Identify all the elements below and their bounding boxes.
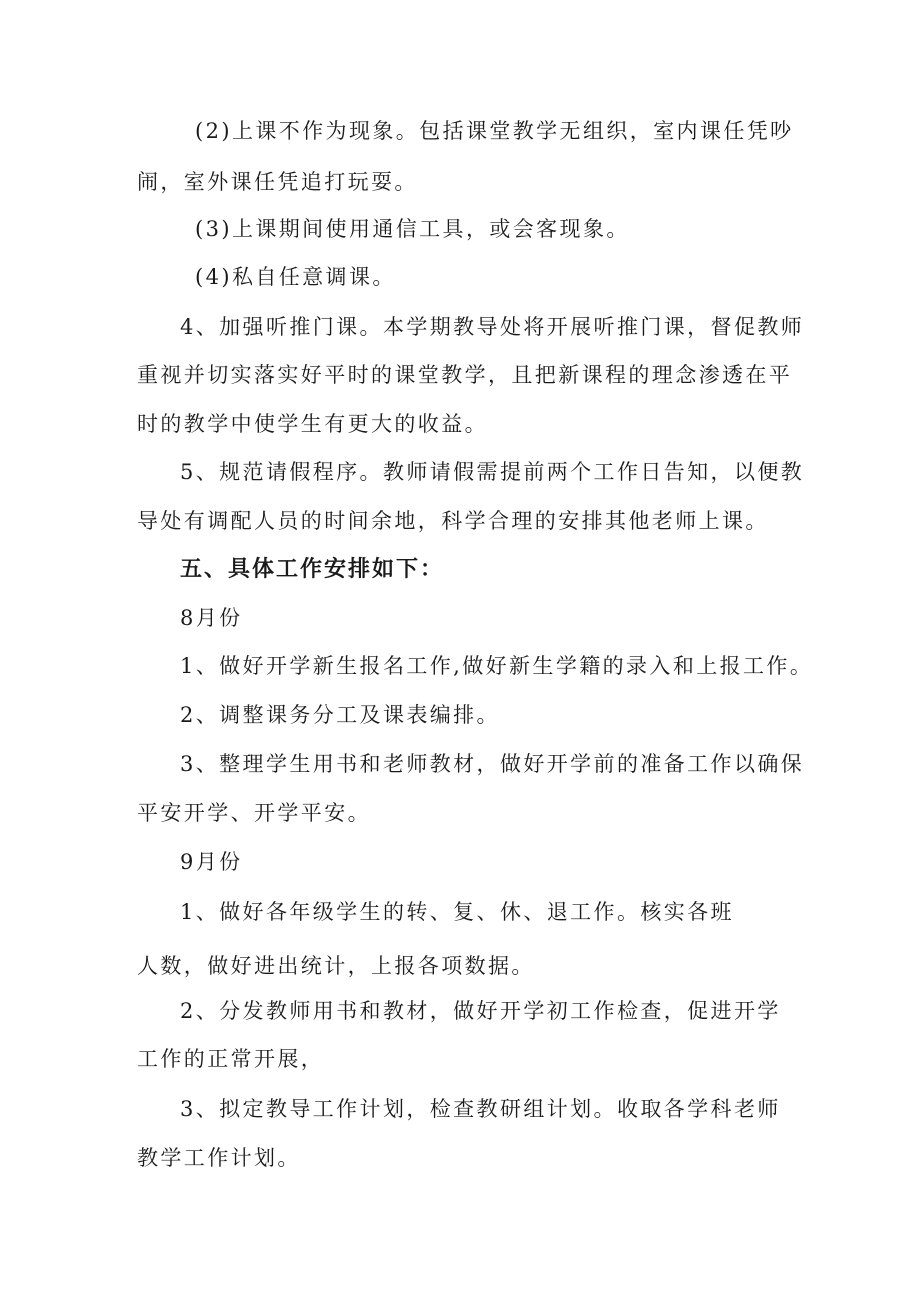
text-line: 2、分发教师用书和教材，做好开学初工作检查，促进开学 — [180, 999, 781, 1023]
month-label: 9月份 — [180, 850, 243, 874]
text-line: 闹，室外课任凭追打玩耍。 — [137, 170, 418, 194]
text-line: 平安开学、开学平安。 — [137, 801, 371, 825]
text-line: 3、整理学生用书和老师教材，做好开学前的准备工作以确保 — [180, 752, 805, 776]
text-line: 时的教学中使学生有更大的收益。 — [137, 412, 488, 436]
text-line: (4)私自任意调课。 — [195, 265, 396, 289]
text-line: 3、拟定教导工作计划，检查教研组计划。收取各学科老师 — [180, 1097, 781, 1121]
section-heading: 五、具体工作安排如下： — [180, 557, 445, 582]
text-line: (3)上课期间使用通信工具，或会客现象。 — [195, 217, 630, 241]
text-line: 5、规范请假程序。教师请假需提前两个工作日告知，以便教 — [180, 460, 805, 484]
text-line: 导处有调配人员的时间余地，科学合理的安排其他老师上课。 — [137, 509, 769, 533]
text-line: (2)上课不作为现象。包括课堂教学无组织，室内课任凭吵 — [195, 119, 794, 143]
text-line: 4、加强听推门课。本学期教导处将开展听推门课，督促教师 — [180, 315, 805, 339]
text-line: 人数，做好进出统计，上报各项数据。 — [137, 954, 535, 978]
month-label: 8月份 — [180, 606, 243, 630]
text-line: 1、做好开学新生报名工作,做好新生学籍的录入和上报工作。 — [180, 654, 814, 678]
text-line: 教学工作计划。 — [137, 1146, 301, 1170]
text-line: 工作的正常开展， — [137, 1047, 325, 1071]
text-line: 重视并切实落实好平时的课堂教学，且把新课程的理念渗透在平 — [137, 363, 793, 387]
text-line: 1、做好各年级学生的转、复、休、退工作。核实各班 — [180, 900, 734, 924]
text-line: 2、调整课务分工及课表编排。 — [180, 703, 500, 727]
